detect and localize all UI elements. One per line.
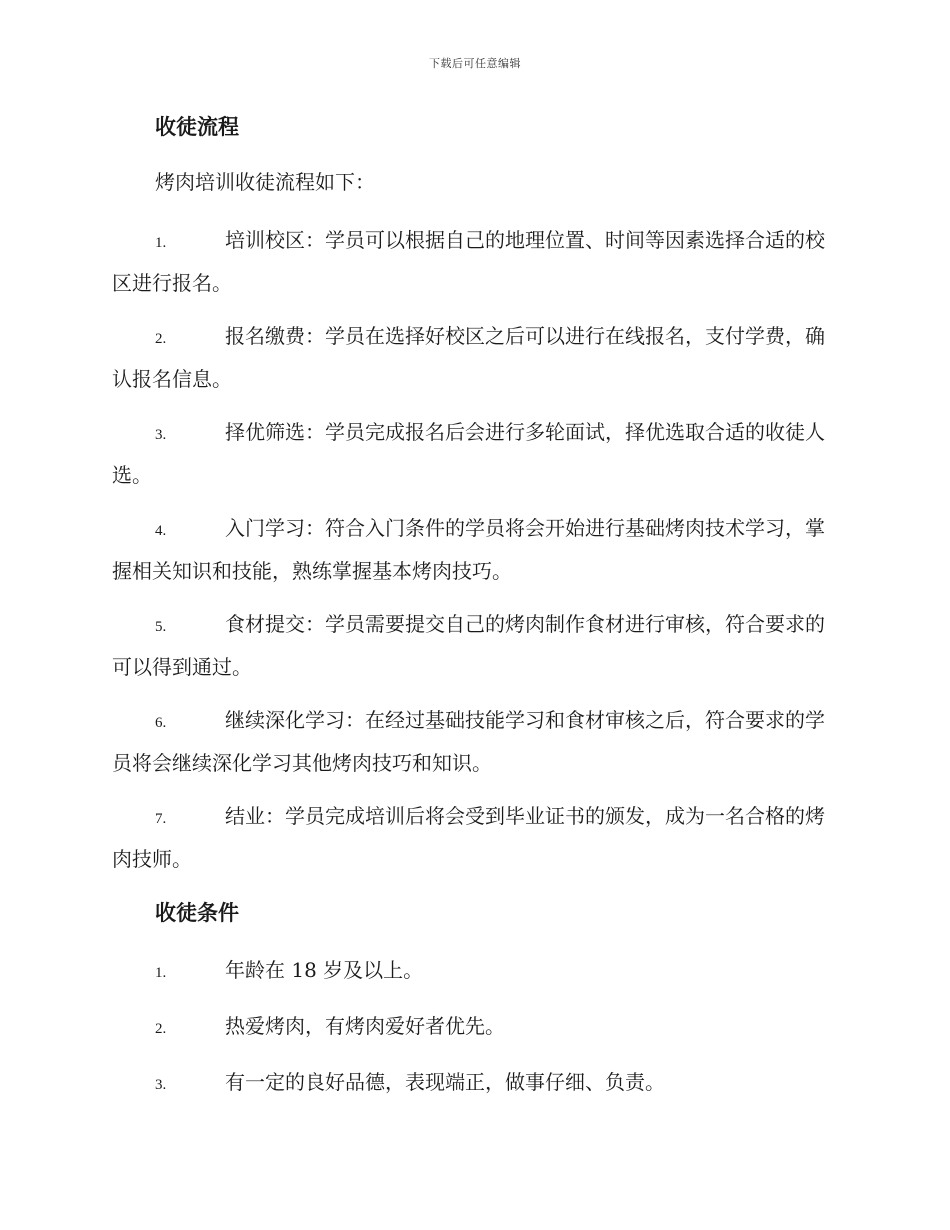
- list-item: [112, 508, 834, 591]
- list-number: 6.: [155, 715, 167, 731]
- list-text: 入门学习：符合入门条件的学员将会开始进行基础烤肉技术学习，掌握相关知识和技能，熟练掌握基本烤肉技巧。: [112, 516, 825, 583]
- list-number: 3.: [155, 1077, 167, 1093]
- list-number: 1.: [155, 235, 167, 251]
- list-item: [112, 604, 834, 687]
- list-item: [112, 220, 834, 303]
- list-text: 食材提交：学员需要提交自己的烤肉制作食材进行审核，符合要求的可以得到通过。: [112, 612, 825, 679]
- list-item: [112, 316, 834, 399]
- list-text: 择优筛选：学员完成报名后会进行多轮面试，择优选取合适的收徒人选。: [112, 420, 825, 487]
- list-item: [112, 796, 834, 879]
- list-item: [112, 412, 834, 495]
- list-number: 2.: [155, 331, 167, 347]
- list-number: 5.: [155, 619, 167, 635]
- list-number: 7.: [155, 811, 167, 827]
- list-text: 结业：学员完成培训后将会受到毕业证书的颁发，成为一名合格的烤肉技师。: [112, 804, 825, 871]
- list-text: 有一定的良好品德，表现端正，做事仔细、负责。: [225, 1070, 665, 1094]
- section-title-process: 收徒流程: [155, 114, 239, 139]
- list-text: 年龄在 18 岁及以上。: [225, 958, 424, 982]
- process-intro: 烤肉培训收徒流程如下：: [155, 170, 375, 194]
- list-number: 1.: [155, 965, 167, 981]
- list-number: 2.: [155, 1021, 167, 1037]
- list-text: 热爱烤肉，有烤肉爱好者优先。: [225, 1014, 505, 1038]
- list-text: 培训校区：学员可以根据自己的地理位置、时间等因素选择合适的校区进行报名。: [112, 228, 825, 295]
- document-body: [112, 108, 834, 1118]
- list-number: 4.: [155, 523, 167, 539]
- list-item: [112, 1006, 834, 1049]
- list-item: [112, 1062, 834, 1105]
- list-item: [112, 950, 834, 993]
- list-text: 报名缴费：学员在选择好校区之后可以进行在线报名，支付学费，确认报名信息。: [112, 324, 825, 391]
- list-item: [112, 700, 834, 783]
- page-header: 下载后可任意编辑: [429, 57, 521, 70]
- section-title-conditions: 收徒条件: [155, 900, 239, 925]
- list-text: 继续深化学习：在经过基础技能学习和食材审核之后，符合要求的学员将会继续深化学习其他烤肉技巧和知识。: [112, 708, 825, 775]
- list-number: 3.: [155, 427, 167, 443]
